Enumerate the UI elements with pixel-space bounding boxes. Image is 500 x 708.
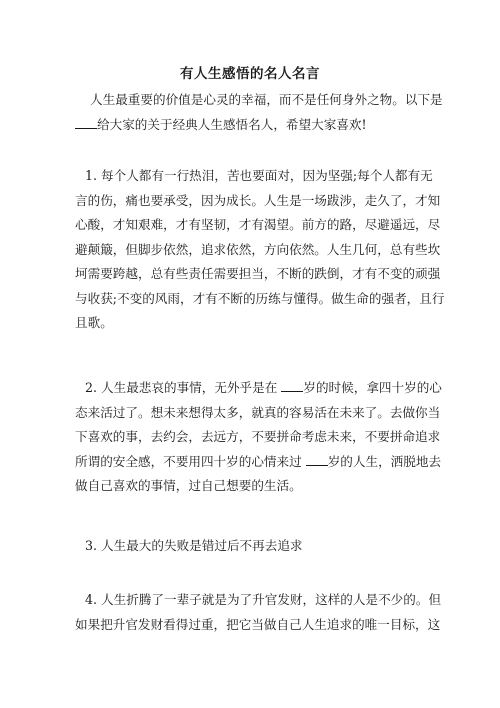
p1-line-4: 避颠簸，但脚步依然，追求依然，方向依然。人生几何，总有些坎 [75,241,441,257]
p2-line-1-start: 2. 人生最悲哀的事情，无外乎是在 [85,380,282,395]
quote-paragraph-2 [75,376,442,499]
p2-line-1 [75,376,442,401]
p1-line-7: 且歌。 [75,315,113,330]
p4-line-2: 如果把升官发财看得过重，把它当做自己人生追求的唯一目标，这 [75,616,441,632]
blank-underline [75,116,97,129]
p1-line-5: 坷需要跨越，总有些责任需要担当，不断的跌倒，才有不变的顽强 [75,266,441,281]
p2-line-4 [75,450,442,475]
p1-line-6: 与收获;不变的风雨，才有不断的历练与懂得。做生命的强者，且行 [75,290,445,306]
intro-line-2 [75,113,430,138]
intro-paragraph [75,88,443,137]
p4-line-1: 4. 人生折腾了一辈子就是为了升官发财，这样的人是不少的。但 [85,592,442,607]
quote-paragraph-1 [75,164,445,336]
p1-line-2: 言的伤，痛也要承受，因为成长。人生是一场跋涉，走久了，才知 [75,192,441,208]
quote-paragraph-3 [75,534,430,559]
blank-underline [306,453,328,466]
p2-line-2: 态来活过了。想未来想得太多，就真的容易活在未来了。去做你当 [75,404,441,420]
p2-line-1-end: 岁的时候，拿四十岁的心 [303,380,442,395]
p1-line-1: 1. 每个人都有一行热泪，苦也要面对，因为坚强;每个人都有无 [85,168,433,183]
p2-line-4-end: 岁的人生，洒脱地去 [327,453,442,469]
intro-line-2-text: 给大家的关于经典人生感悟名人，希望大家喜欢! [97,116,367,132]
quote-paragraph-4 [75,588,442,637]
p2-line-5: 做自己喜欢的事情，过自己想要的生活。 [75,478,302,493]
p3-line-1: 3. 人生最大的失败是错过后不再去追求 [85,538,303,553]
blank-underline [281,379,303,392]
p1-line-3: 心酸，才知艰难，才有坚韧，才有渴望。前方的路，尽避遥远，尽 [75,217,441,232]
intro-line-1: 人生最重要的价值是心灵的幸福，而不是任何身外之物。以下是 [90,92,443,107]
p2-line-4-start: 所谓的安全感，不要用四十岁的心情来过 [75,453,306,469]
p2-line-3: 下喜欢的事，去约会，去远方，不要拼命考虑未来，不要拼命追求 [75,429,441,444]
document-title: 有人生感悟的名人名言 [180,66,320,82]
